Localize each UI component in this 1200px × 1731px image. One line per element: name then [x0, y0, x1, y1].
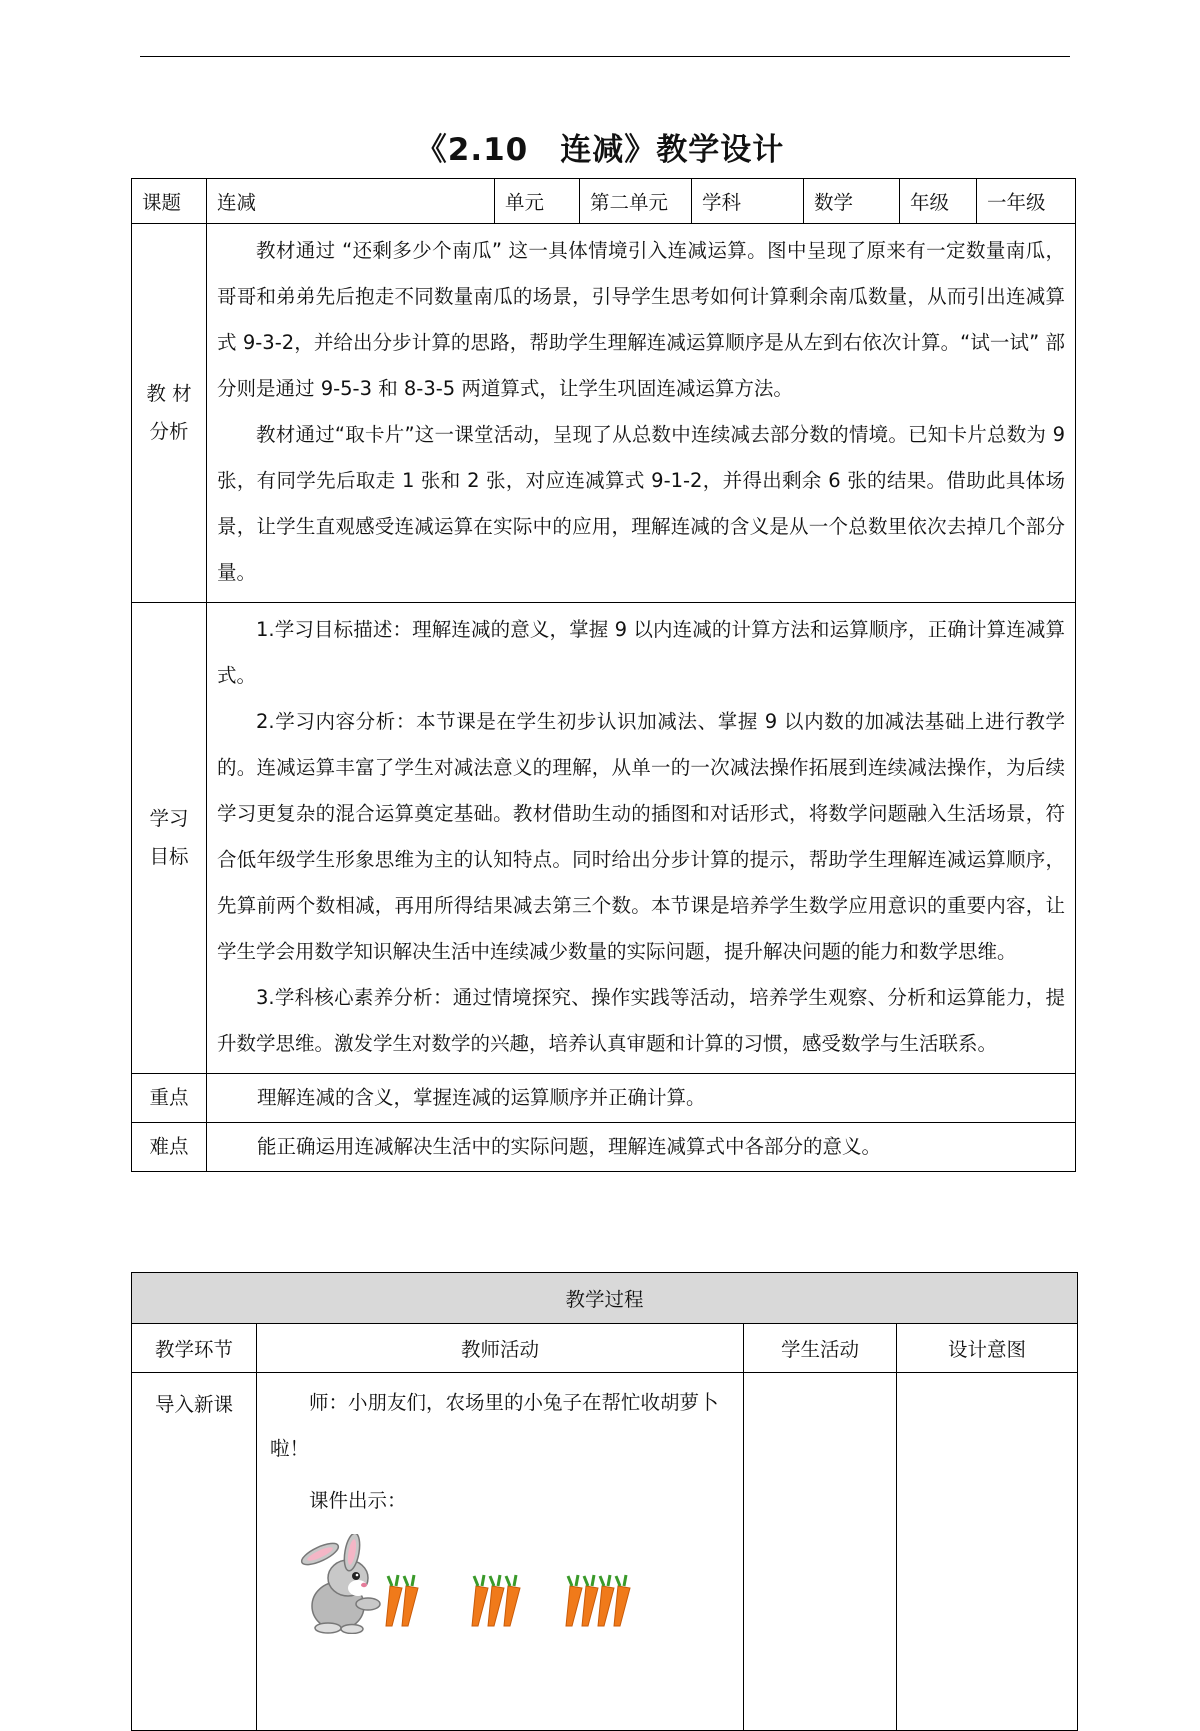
key-point-text: 理解连减的含义，掌握连减的运算顺序并正确计算。	[207, 1074, 1076, 1123]
carrot-group-icon	[386, 1575, 418, 1626]
key-point-label: 重点	[132, 1074, 207, 1123]
stage-cell: 导入新课	[132, 1373, 257, 1731]
goals-paragraph: 3.学科核心素养分析：通过情境探究、操作实践等活动，培养学生观察、分析和运算能力，提升数学思维。激发学生对数学的兴趣，培养认真审题和计算的习惯，感受数学与生活联系。	[217, 986, 1065, 1055]
col-teacher: 教师活动	[257, 1324, 744, 1373]
unit-label: 单元	[495, 179, 580, 224]
analysis-label: 教 材 分析	[132, 224, 207, 603]
analysis-paragraph: 教材通过“取卡片”这一课堂活动，呈现了从总数中连续减去部分数的情境。已知卡片总数为 9 张，有同学先后取走 1 张和 2 张，对应连减算式 9-1-2，并得出剩余 6 张的结果。借助此具体场景，让学生直观感受连减运算在实际中的应用，理解连减的含义是从一个总数里依次去掉几个部分量。	[217, 423, 1065, 584]
key-point-row	[132, 1074, 1076, 1123]
info-table	[131, 178, 1076, 1172]
rabbit-icon	[299, 1534, 380, 1634]
process-header-row	[132, 1324, 1078, 1373]
goals-paragraph: 1.学习目标描述：理解连减的意义，掌握 9 以内连减的计算方法和运算顺序，正确计算连减算式。	[217, 618, 1065, 687]
teacher-line: 师：小朋友们，农场里的小兔子在帮忙收胡萝卜啦！	[270, 1391, 719, 1460]
grade-label: 年级	[900, 179, 977, 224]
analysis-row	[132, 224, 1076, 603]
teacher-line: 课件出示：	[309, 1489, 407, 1512]
info-header-row	[132, 179, 1076, 224]
process-title: 教学过程	[132, 1273, 1078, 1324]
goals-content	[207, 603, 1076, 1074]
carrot-group-icon	[472, 1575, 520, 1626]
rabbit-carrots-illustration	[258, 1534, 742, 1634]
subject-label: 学科	[692, 179, 804, 224]
unit-value: 第二单元	[580, 179, 692, 224]
process-row	[132, 1373, 1078, 1731]
process-title-row	[132, 1273, 1078, 1324]
process-table	[131, 1272, 1078, 1731]
col-student: 学生活动	[744, 1324, 897, 1373]
difficulty-row	[132, 1123, 1076, 1172]
page-title: 《2.10 连减》教学设计	[415, 132, 785, 168]
topic-value: 连减	[207, 179, 495, 224]
illustration-svg	[258, 1534, 638, 1634]
student-cell	[744, 1373, 897, 1731]
analysis-content	[207, 224, 1076, 603]
difficulty-label: 难点	[132, 1123, 207, 1172]
analysis-paragraph: 教材通过 “还剩多少个南瓜” 这一具体情境引入连减运算。图中呈现了原来有一定数量南瓜，哥哥和弟弟先后抱走不同数量南瓜的场景，引导学生思考如何计算剩余南瓜数量，从而引出连减算式 9-3-2，并给出分步计算的思路，帮助学生理解连减运算顺序是从左到右依次计算。“试一试” 部分则是通过 9-5-3 和 8-3-5 两道算式，让学生巩固连减运算方法。	[217, 239, 1065, 400]
goals-paragraph: 2.学习内容分析：本节课是在学生初步认识加减法、掌握 9 以内数的加减法基础上进行教学的。连减运算丰富了学生对减法意义的理解，从单一的一次减法操作拓展到连续减法操作，为后续学习更复杂的混合运算奠定基础。教材借助生动的插图和对话形式，将数学问题融入生活场景，符合低年级学生形象思维为主的认知特点。同时给出分步计算的提示，帮助学生理解连减运算顺序，先算前两个数相减，再用所得结果减去第三个数。本节课是培养学生数学应用意识的重要内容，让学生学会用数学知识解决生活中连续减少数量的实际问题，提升解决问题的能力和数学思维。	[217, 710, 1065, 963]
carrot-group-icon	[566, 1575, 630, 1626]
difficulty-text: 能正确运用连减解决生活中的实际问题，理解连减算式中各部分的意义。	[207, 1123, 1076, 1172]
topic-label: 课题	[132, 179, 207, 224]
goals-row	[132, 603, 1076, 1074]
teacher-cell	[257, 1373, 744, 1731]
col-intent: 设计意图	[897, 1324, 1078, 1373]
goals-label: 学习 目标	[132, 603, 207, 1074]
col-stage: 教学环节	[132, 1324, 257, 1373]
header-rule	[140, 56, 1070, 57]
grade-value: 一年级	[977, 179, 1076, 224]
intent-cell	[897, 1373, 1078, 1731]
subject-value: 数学	[804, 179, 900, 224]
